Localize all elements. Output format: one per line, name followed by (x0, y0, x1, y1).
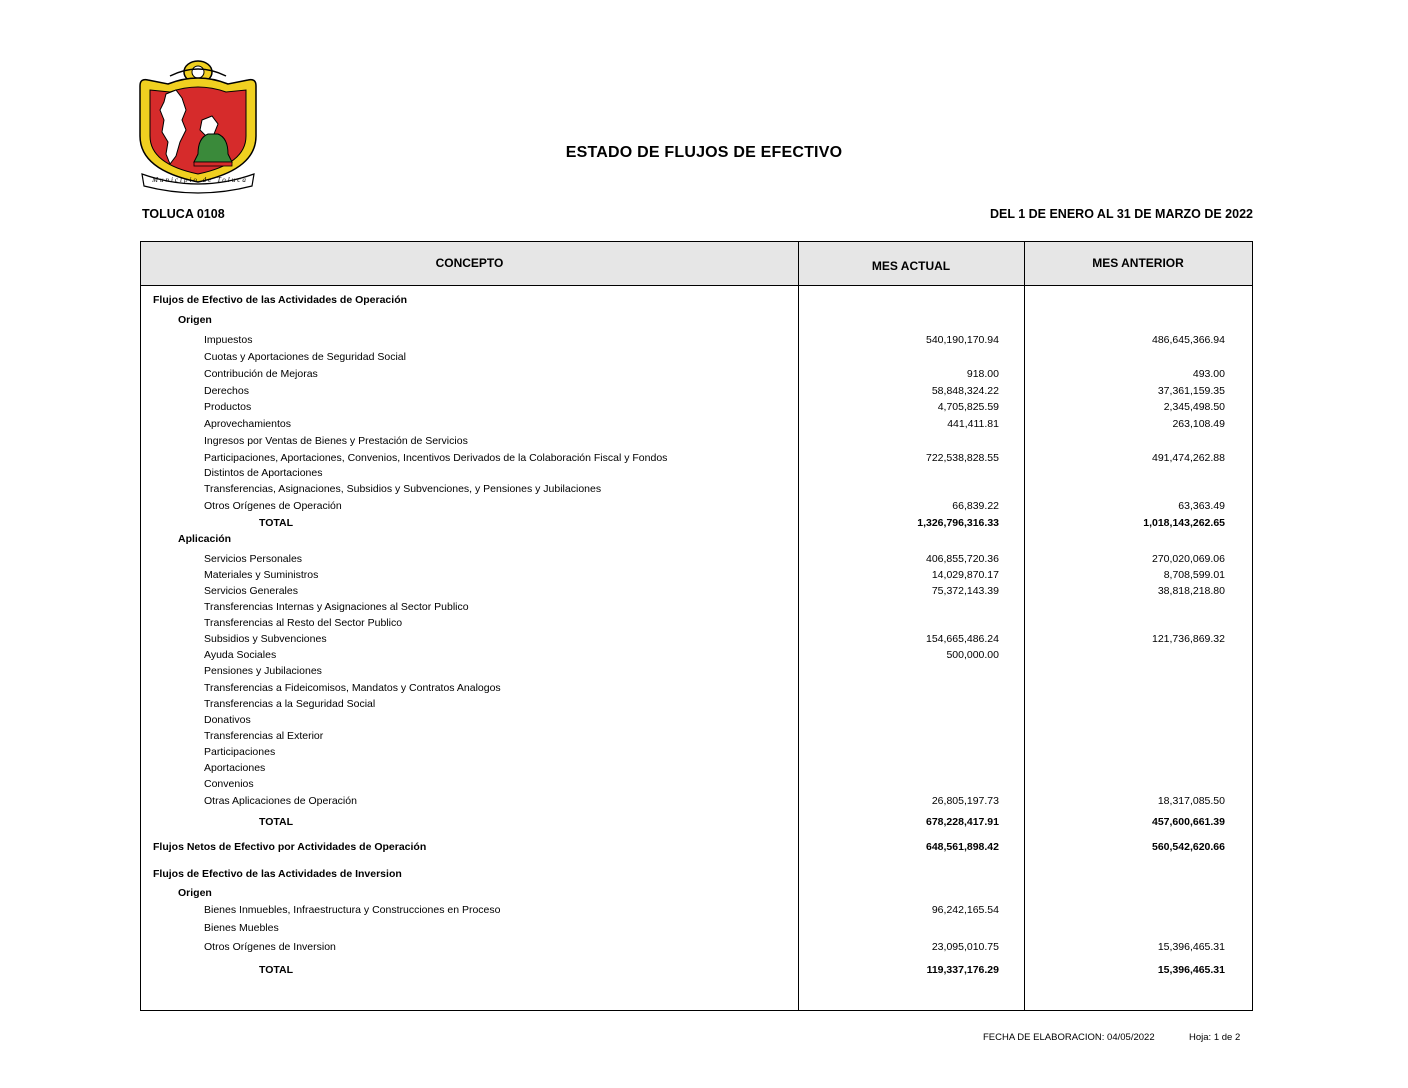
mes-actual-value: 26,805,197.73 (931, 795, 999, 807)
mes-anterior-value: 457,600,661.39 (1152, 816, 1225, 828)
row-label: Otros Orígenes de Operación (204, 500, 342, 512)
mes-anterior-value: 270,020,069.06 (1152, 553, 1225, 565)
mes-actual-value: 66,839.22 (952, 500, 999, 512)
table-row (141, 940, 1252, 954)
row-label: Derechos (204, 385, 249, 397)
mes-anterior-value: 15,396,465.31 (1157, 941, 1225, 953)
row-label: Donativos (204, 714, 251, 726)
row-label: Flujos de Efectivo de las Actividades de Operación (153, 294, 408, 306)
table-row (141, 664, 1252, 678)
table-row (141, 384, 1252, 398)
entity-name: TOLUCA 0108 (142, 207, 225, 221)
table-row (141, 903, 1252, 917)
mes-actual-value: 722,538,828.55 (926, 452, 999, 464)
row-label: Bienes Inmuebles, Infraestructura y Construcciones en Proceso (204, 904, 501, 916)
row-label: Servicios Generales (204, 585, 298, 597)
row-label: Ayuda Sociales (204, 649, 277, 661)
row-label: Ingresos por Ventas de Bienes y Prestación de Servicios (204, 435, 468, 447)
table-row (141, 568, 1252, 582)
row-label: Transferencias, Asignaciones, Subsidios y Subvenciones, y Pensiones y Jubilaciones (204, 483, 602, 495)
mes-actual-value: 154,665,486.24 (926, 633, 999, 645)
mes-anterior-value: 15,396,465.31 (1157, 964, 1225, 976)
mes-anterior-value: 491,474,262.88 (1152, 452, 1225, 464)
table-row (141, 552, 1252, 566)
row-label: Bienes Muebles (204, 922, 279, 934)
table-row (141, 400, 1252, 414)
table-row (141, 451, 1252, 465)
row-label: Pensiones y Jubilaciones (204, 665, 322, 677)
column-header-mes-anterior: MES ANTERIOR (1092, 256, 1184, 270)
row-label: Transferencias a Fideicomisos, Mandatos y Contratos Analogos (204, 682, 501, 694)
section-heading-row (141, 867, 1252, 881)
section-heading-row (141, 313, 1252, 327)
total-row (141, 516, 1252, 530)
toluca-coat-of-arms-logo (136, 58, 260, 194)
mes-anterior-value: 63,363.49 (1178, 500, 1225, 512)
mes-anterior-value: 8,708,599.01 (1163, 569, 1225, 581)
table-row (141, 616, 1252, 630)
mes-anterior-value: 1,018,143,262.65 (1143, 517, 1225, 529)
row-label: TOTAL (259, 517, 294, 529)
row-label: Distintos de Aportaciones (204, 467, 323, 479)
row-label: Flujos de Efectivo de las Actividades de Inversion (153, 868, 402, 880)
mes-anterior-value: 2,345,498.50 (1163, 401, 1225, 413)
table-header (141, 242, 1252, 286)
row-label: Aprovechamientos (204, 418, 291, 430)
row-label: Transferencias a la Seguridad Social (204, 698, 376, 710)
mes-anterior-value: 121,736,869.32 (1152, 633, 1225, 645)
table-row (141, 434, 1252, 448)
mes-actual-value: 58,848,324.22 (931, 385, 999, 397)
row-label: Productos (204, 401, 252, 413)
section-heading-row (141, 532, 1252, 546)
table-row (141, 482, 1252, 496)
table-row (141, 745, 1252, 759)
mes-actual-value: 14,029,870.17 (931, 569, 999, 581)
table-row (141, 777, 1252, 791)
row-label: Impuestos (204, 334, 253, 346)
table-row (141, 921, 1252, 935)
table-row (141, 367, 1252, 381)
row-label: Contribución de Mejoras (204, 368, 318, 380)
row-label: Subsidios y Subvenciones (204, 633, 327, 645)
mes-actual-value: 96,242,165.54 (931, 904, 999, 916)
row-label: Aplicación (178, 533, 232, 545)
cash-flow-table (140, 241, 1253, 1011)
mes-actual-value: 648,561,898.42 (926, 841, 999, 853)
mes-anterior-value: 560,542,620.66 (1152, 841, 1225, 853)
row-label: Transferencias Internas y Asignaciones al Sector Publico (204, 601, 469, 613)
report-period: DEL 1 DE ENERO AL 31 DE MARZO DE 2022 (989, 207, 1253, 221)
table-row (141, 648, 1252, 662)
mes-actual-value: 75,372,143.39 (931, 585, 999, 597)
table-row (141, 350, 1252, 364)
row-label: Convenios (204, 778, 254, 790)
section-heading-row (141, 886, 1252, 900)
row-label: Origen (178, 314, 212, 326)
mes-actual-value: 119,337,176.29 (926, 964, 999, 976)
row-label: Flujos Netos de Efectivo por Actividades de Operación (153, 841, 427, 853)
mes-anterior-value: 263,108.49 (1172, 418, 1225, 430)
row-label: Transferencias al Resto del Sector Publico (204, 617, 403, 629)
table-row (141, 681, 1252, 695)
table-row (141, 417, 1252, 431)
mes-actual-value: 1,326,796,316.33 (917, 517, 999, 529)
row-label: Origen (178, 887, 212, 899)
mes-anterior-value: 37,361,159.35 (1157, 385, 1225, 397)
table-row (141, 600, 1252, 614)
total-row (141, 963, 1252, 977)
row-label: Servicios Personales (204, 553, 303, 565)
mes-actual-value: 23,095,010.75 (931, 941, 999, 953)
mes-actual-value: 678,228,417.91 (926, 816, 999, 828)
section-heading-row (141, 293, 1252, 307)
table-row (141, 584, 1252, 598)
row-label: Otros Orígenes de Inversion (204, 941, 336, 953)
elaboration-date: FECHA DE ELABORACION: 04/05/2022 (983, 1032, 1155, 1043)
total-row (141, 815, 1252, 829)
row-label: TOTAL (259, 964, 294, 976)
table-row (141, 632, 1252, 646)
mes-anterior-value: 493.00 (1192, 368, 1225, 380)
table-row (141, 761, 1252, 775)
mes-actual-value: 441,411.81 (947, 418, 999, 430)
table-row (141, 697, 1252, 711)
document-title: ESTADO DE FLUJOS DE EFECTIVO (565, 144, 843, 161)
page-number: Hoja: 1 de 2 (1189, 1032, 1241, 1043)
mes-actual-value: 918.00 (966, 368, 999, 380)
row-label: Participaciones, Aportaciones, Convenios, Incentivos Derivados de la Colaboración Fiscal y Fondos (204, 452, 668, 464)
mes-actual-value: 540,190,170.94 (926, 334, 999, 346)
table-row (141, 333, 1252, 347)
table-row (141, 499, 1252, 513)
mes-anterior-value: 18,317,085.50 (1157, 795, 1225, 807)
row-label: Aportaciones (204, 762, 266, 774)
table-row (141, 794, 1252, 808)
mes-actual-value: 406,855,720.36 (926, 553, 999, 565)
row-label: Participaciones (204, 746, 276, 758)
section-heading-row (141, 840, 1252, 854)
row-label: Cuotas y Aportaciones de Seguridad Social (204, 351, 406, 363)
mes-anterior-value: 38,818,218.80 (1157, 585, 1225, 597)
row-label: Otras Aplicaciones de Operación (204, 795, 357, 807)
row-label: Materiales y Suministros (204, 569, 319, 581)
mes-actual-value: 4,705,825.59 (937, 401, 999, 413)
mes-actual-value: 500,000.00 (946, 649, 999, 661)
row-label: Transferencias al Exterior (204, 730, 324, 742)
column-header-concepto: CONCEPTO (435, 256, 504, 270)
row-label: TOTAL (259, 816, 294, 828)
mes-anterior-value: 486,645,366.94 (1152, 334, 1225, 346)
logo-ribbon-text: Municipio de Toluca (152, 176, 248, 184)
column-header-mes-actual: MES ACTUAL (871, 259, 951, 273)
table-row (141, 713, 1252, 727)
table-row (141, 466, 1252, 480)
table-row (141, 729, 1252, 743)
